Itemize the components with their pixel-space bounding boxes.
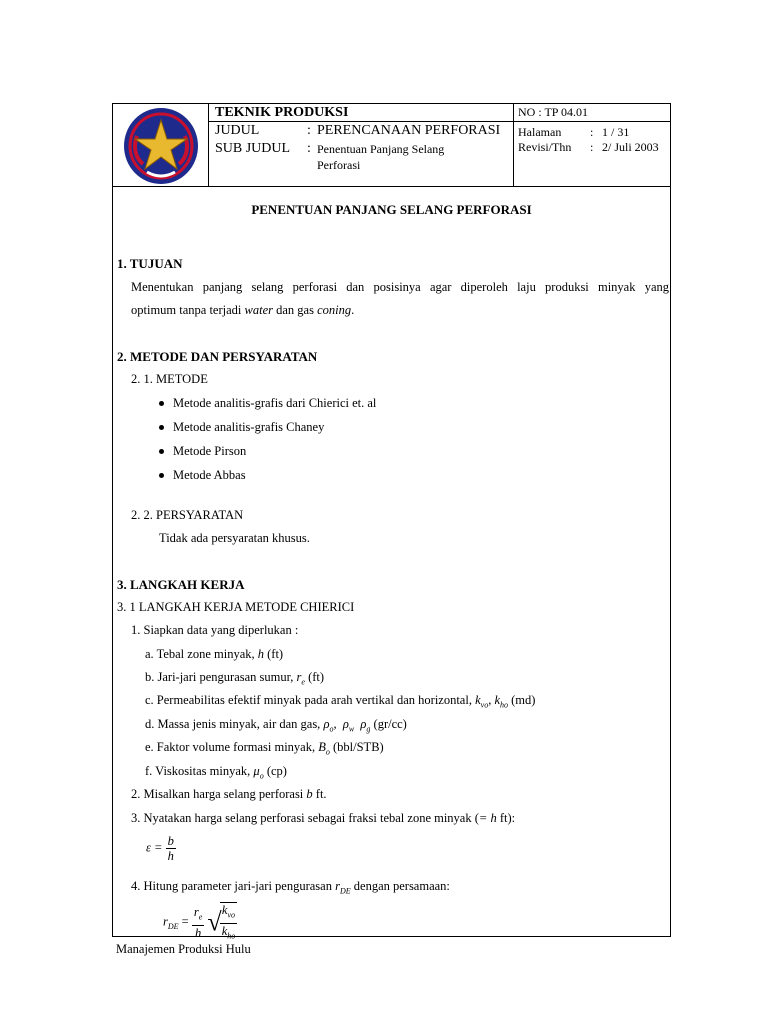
page-footer: Manajemen Produksi Hulu [116,942,251,956]
bullet-icon [159,473,164,478]
revisi-colon: : [590,140,594,154]
item-a-text: a. Tebal zone minyak, [145,647,258,661]
item-e-unit: (bbl/STB) [329,740,384,754]
equation-epsilon [146,834,176,863]
eq2-equals: = [181,914,189,929]
item-c-sub2: ho [500,700,509,710]
section-1-coning: coning [317,303,352,317]
eq2-root-fraction [220,902,238,943]
item-f-unit: (cp) [263,764,287,778]
section-1-text-2: dan gas [273,303,318,317]
judul-value: PERENCANAAN PERFORASI [317,123,501,138]
step-4-text-2: dengan persamaan: [350,879,450,893]
item-a-var: h [257,647,264,661]
step-3-text: 3. Nyatakan harga selang perforasi sebagai fraksi tebal zone minyak ( [131,811,479,825]
step-4-var: r [335,879,340,893]
subjudul-value-line2: Perforasi [317,158,361,172]
eq2-root-num-var: k [221,903,228,917]
section-2-1-heading: 2. 1. METODE [131,372,208,386]
section-1-heading: 1. TUJUAN [117,256,183,271]
item-c-unit: (md) [508,693,536,707]
eq1-denominator: h [167,849,174,863]
revisi-value: 2/ Juli 2003 [602,140,659,154]
bullet-icon [159,449,164,454]
eq2-root-denominator [220,924,238,944]
bullet-text: Metode analitis-grafis dari Chierici et. al [173,396,377,410]
bullet-item [159,468,246,483]
bullet-icon [159,401,164,406]
subjudul-colon: : [307,141,311,156]
subjudul-value [317,141,513,173]
star-emblem-logo-icon [121,106,201,186]
logo-cell [113,104,209,187]
eq2-numerator [192,905,204,926]
bullet-item [159,420,324,435]
eq2-num-var: r [193,905,199,920]
item-d-var2: ρ [342,717,349,731]
item-d-text: d. Massa jenis minyak, air dan gas, [145,717,324,731]
subjudul-row [209,141,513,173]
doc-number-value: : TP 04.01 [538,105,589,119]
step-4-sub: DE [339,886,351,896]
item-d-sub2: w [348,724,355,734]
bullet-item [159,396,376,411]
step-3-var: = h [478,811,497,825]
doc-number-label: NO [518,105,536,119]
info-cell [514,104,671,187]
halaman-label: Halaman [518,125,562,139]
section-3-1-heading: 3. 1 LANGKAH KERJA METODE CHIERICI [117,600,355,614]
item-e [145,740,384,757]
eq2-denominator: h [194,925,202,940]
eq1-fraction [166,834,176,863]
halaman-colon: : [590,125,594,139]
item-d: d. Massa jenis minyak, air dan gas, $\rho_o$, $\rho_w$ $\rho_g$ (gr/cc) [145,717,407,734]
item-d-var: ρ [323,717,330,731]
bullet-icon [159,425,164,430]
item-a-unit: (ft) [264,647,284,661]
step-1: 1. Siapkan data yang diperlukan : [131,623,299,637]
item-b-sub: e [301,677,305,687]
item-f-var: μ [253,764,260,778]
eq2-lhs: r [163,914,168,929]
item-c-var1: k [475,693,481,707]
eq2-root-num-sub: vo [227,910,236,920]
step-3-unit: ft): [496,811,516,825]
item-d-sub1: o [329,724,334,734]
item-b-unit: (ft) [304,670,325,684]
judul-label: JUDUL [215,123,260,138]
section-1-text: optimum tanpa terjadi [131,303,245,317]
item-c [145,693,535,710]
item-c-sub1: vo [480,700,489,710]
item-f-sub: o [259,771,264,781]
judul-row [209,123,513,139]
step-4-text: 4. Hitung parameter jari-jari pengurasan [131,879,336,893]
section-2-heading: 2. METODE DAN PERSYARATAN [117,349,318,364]
bullet-text: Metode Pirson [173,444,247,458]
bullet-text: Metode Abbas [173,468,246,482]
item-f [145,764,287,781]
org-title: TEKNIK PRODUKSI [209,104,513,122]
item-d-unit: (gr/cc) [370,717,407,731]
item-d-var3: ρ [360,717,367,731]
revisi-label: Revisi/Thn [518,140,572,154]
section-1-line-1: Menentukan panjang selang perforasi dan posisinya agar diperoleh laju produksi minyak yang [131,280,669,294]
item-b-var: r [296,670,302,684]
title-cell [209,104,514,187]
section-1-line-2 [131,303,354,318]
item-f-text: f. Viskositas minyak, [145,764,254,778]
item-c-sep: , [488,693,495,707]
item-a [145,647,283,662]
subjudul-label: SUB JUDUL [215,141,291,156]
section-1-water: water [244,303,273,317]
halaman-row [514,125,670,140]
sqrt-icon: √ [207,907,222,937]
halaman-value: 1 / 31 [602,125,630,139]
section-2-2-heading: 2. 2. PERSYARATAN [131,508,244,522]
document-frame [112,103,671,940]
header-table [113,104,670,187]
document-title: PENENTUAN PANJANG SELANG PERFORASI [251,202,532,217]
item-c-var2: k [494,693,501,707]
item-e-text: e. Faktor volume formasi minyak, [145,740,319,754]
item-c-text: c. Permeabilitas efektif minyak pada arah vertikal dan horizontal, [145,693,476,707]
step-3 [131,811,515,826]
eq2-lhs-sub: DE [167,921,179,931]
equation-rde [163,902,237,943]
step-2-text: 2. Misalkan harga selang perforasi [131,787,307,801]
item-e-sub: o [325,747,330,757]
eq2-root-den-var: k [221,923,228,938]
step-2 [131,787,327,802]
document-body [113,202,670,940]
eq2-fraction [192,905,204,940]
item-b [145,670,324,687]
eq1-numerator: b [167,834,174,848]
step-2-unit: ft. [312,787,327,801]
section-2-2-text: Tidak ada persyaratan khusus. [159,531,310,545]
eq1-lhs: ε = [146,840,163,855]
step-4 [131,879,450,896]
section-1-period: . [351,303,355,317]
section-3-heading: 3. LANGKAH KERJA [117,577,245,592]
item-d-sub3: g [366,724,371,734]
bullet-item [159,444,246,459]
subjudul-value-line1: Penentuan Panjang Selang [317,142,445,156]
eq2-root-den-sub: ho [227,931,236,940]
eq2-root-numerator [220,903,237,924]
eq2-num-sub: e [198,912,203,922]
item-b-text: b. Jari-jari pengurasan sumur, [145,670,297,684]
bullet-text: Metode analitis-grafis Chaney [173,420,325,434]
revisi-row [514,140,670,155]
doc-number-row [514,104,670,122]
judul-colon: : [307,123,311,138]
item-e-var: B [318,740,326,754]
step-2-var: b [306,787,313,801]
